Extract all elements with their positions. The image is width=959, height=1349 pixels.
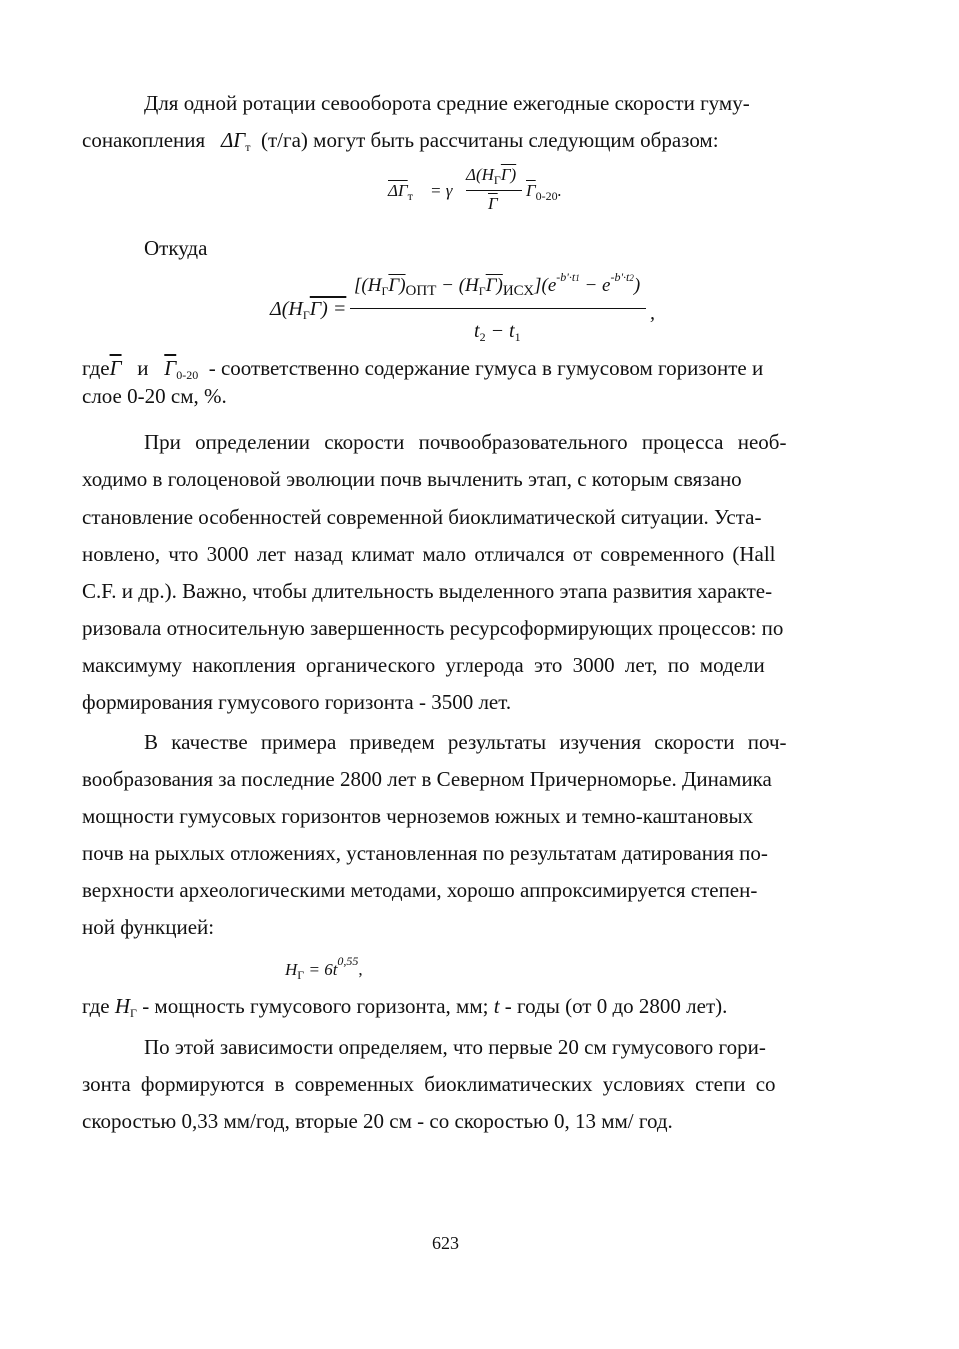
formula2-den-a: t (474, 320, 480, 342)
formula2-minus: − (441, 275, 454, 296)
formula3-rhs: = 6t (308, 960, 338, 979)
formula2-num-c: ](e (534, 275, 557, 296)
formula2-num-c-sup-sub: 1 (575, 273, 580, 283)
gde1-pre: где (82, 356, 110, 380)
para2-line1: При определении скорости почвообразовательного процесса необ- (144, 430, 787, 454)
delta-gamma-sub: т (245, 140, 251, 154)
page-number: 623 (432, 1233, 459, 1253)
formula1-fraction-bar (466, 190, 522, 191)
gde2-post: - годы (от 0 до 2800 лет). (504, 994, 728, 1018)
para1-line1: Для одной ротации севооборота средние ежегодные скорости гуму- (144, 91, 750, 115)
formula2-comma: , (650, 302, 655, 324)
gde2-t: t (493, 994, 500, 1018)
para2-line7: максимуму накопления органического углерода это 3000 лет, по модели (82, 653, 765, 677)
formula2-den-b: − t (490, 320, 515, 342)
formula-1 (388, 165, 588, 225)
para3-line4: почв на рыхлых отложениях, установленная по результатам датирования по- (82, 841, 768, 865)
formula2-num-a: [(H (354, 275, 382, 296)
gde2-pre: где (82, 994, 110, 1018)
formula1-tail: Г (526, 181, 536, 200)
formula2-num-d-sup: -b'·t (610, 270, 630, 284)
formula2-num-d-sup-sub: 2 (629, 273, 634, 283)
para4-line2: зонта формируются в современных биоклиматических условиях степи со (82, 1072, 776, 1096)
formula2-num-a-idx: ОПТ (405, 283, 437, 299)
gde1-sym2: Г (164, 356, 177, 380)
formula-3 (285, 954, 363, 983)
formula2-num-b-end: Г) (485, 275, 503, 296)
para4-line1: По этой зависимости определяем, что первые 20 см гумусового гори- (144, 1035, 766, 1059)
para1-line2-pre: сонакопления (82, 128, 206, 152)
para3-line2: вообразования за последние 2800 лет в Северном Причерноморье. Динамика (82, 767, 772, 791)
para2-line5: C.F. и др.). Важно, чтобы длительность выделенного этапа развития характе- (82, 579, 773, 603)
gde2-sym: H (114, 994, 130, 1018)
formula2-num-b-idx: ИСХ (502, 283, 535, 299)
gde2-sym-sub: Г (130, 1006, 137, 1020)
formula1-lhs: ΔГ (388, 181, 408, 200)
formula2-num-a-end: Г) (388, 275, 406, 296)
gde1-post: - соответственно содержание гумуса в гумусовом горизонте и (208, 356, 764, 380)
formula1-coef: = γ (430, 181, 453, 200)
gde1-and: и (137, 356, 149, 380)
formula2-num-c-sup: -b'·t (556, 270, 576, 284)
formula1-tail-end: . (557, 181, 562, 200)
para3-line1: В качестве примера приведем результаты изучения скорости поч- (144, 730, 787, 754)
formula2-lhs-sub: Г (302, 308, 310, 322)
para2-line6: ризовала относительную завершенность ресурсоформирующих процессов: по (82, 616, 784, 640)
para2-line4: новлено, что 3000 лет назад климат мало отличался от современного (Hall (82, 542, 776, 566)
formula1-numerator-end: Г) (500, 165, 517, 184)
para2-line3: становление особенностей современной биоклиматической ситуации. Уста- (82, 505, 762, 529)
formula2-lhs-end: Г) = (309, 298, 347, 320)
para3-line3: мощности гумусовых горизонтов черноземов южных и темно-каштановых (82, 804, 754, 828)
formula2-num-b-sub: Г (478, 284, 486, 298)
gde1-sym1: Г (109, 356, 122, 380)
formula1-tail-sub: 0-20 (535, 189, 558, 203)
formula3-lhs-sub: Г (297, 968, 305, 982)
para2-line2: ходимо в голоценовой эволюции почв вычленить этап, с которым связано (82, 467, 742, 491)
formula2-num-e: ) (633, 275, 641, 296)
para3-line6: ной функцией: (82, 915, 215, 939)
formula2-num-b: (H (458, 275, 479, 296)
formula2-fraction-bar (350, 308, 646, 309)
gde2-line (82, 993, 727, 1026)
formula1-numerator-sub: Г (493, 173, 501, 187)
formula1-lhs-sub: т (407, 189, 413, 203)
gde1-line2: слое 0-20 см, %. (82, 384, 227, 408)
formula3-rhs-sup: 0,55 (337, 954, 359, 968)
formula-2 (270, 258, 670, 350)
para4-line3: скоростью 0,33 мм/год, вторые 20 см - со скоростью 0, 13 мм/ год. (82, 1109, 673, 1133)
formula1-denominator: Г (488, 194, 498, 213)
gde1-sym2-sub: 0-20 (176, 368, 199, 382)
formula3-lhs: H (285, 960, 298, 979)
formula2-den-b-sub: 1 (514, 330, 521, 344)
formula2-num-d: − e (584, 275, 611, 296)
para3-line5: верхности археологическими методами, хорошо аппроксимируется степен- (82, 878, 758, 902)
formula2-num-a-sub: Г (381, 284, 389, 298)
formula3-comma: , (358, 960, 363, 979)
formula2-lhs: Δ(H (270, 298, 303, 320)
para1-line2-post: (т/га) могут быть рассчитаны следующим образом: (260, 128, 719, 152)
formula1-numerator: Δ(H (466, 165, 494, 184)
para2-line8: формирования гумусового горизонта - 3500 лет. (82, 690, 512, 714)
para1-line2 (82, 127, 719, 160)
delta-gamma-symbol: ΔГ (220, 128, 246, 152)
gde2-mid: - мощность гумусового горизонта, мм; (142, 994, 489, 1018)
otkuda-label: Откуда (144, 236, 208, 260)
formula2-den-a-sub: 2 (479, 330, 486, 344)
